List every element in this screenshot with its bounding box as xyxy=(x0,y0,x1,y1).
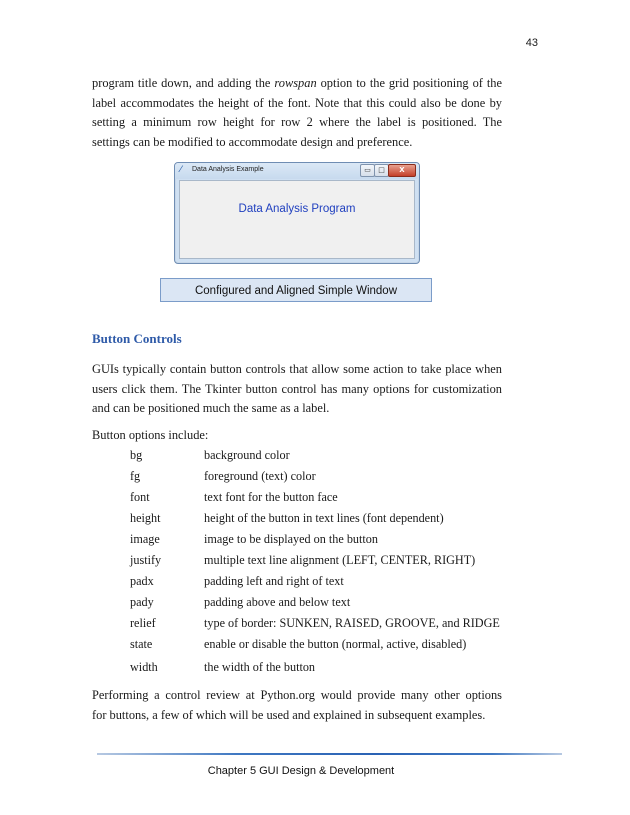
closing-line-1: Performing a control review at Python.org would provide many other options xyxy=(92,688,502,702)
option-desc: foreground (text) color xyxy=(204,469,316,483)
footer-chapter-title: Chapter 5 GUI Design & Development xyxy=(207,765,395,777)
buttons-line-3: and can be positioned much the same as a label. xyxy=(92,401,330,415)
option-row xyxy=(130,553,510,573)
buttons-line-2: users click them. The Tkinter button control has many options for customization xyxy=(92,381,502,396)
option-row xyxy=(130,469,510,489)
options-lead: Button options include: xyxy=(92,428,209,442)
option-desc: type of border: SUNKEN, RAISED, GROOVE, and RIDGE xyxy=(204,616,500,630)
window-titlebar xyxy=(175,163,419,179)
option-desc: padding above and below text xyxy=(204,595,351,609)
option-name: height xyxy=(130,511,161,525)
option-row xyxy=(130,616,510,636)
intro-line-1: program title down, and adding the rowspan option to the grid positioning of the xyxy=(92,76,502,90)
option-name: relief xyxy=(130,616,156,630)
option-name: pady xyxy=(130,595,154,609)
option-name: justify xyxy=(130,553,162,567)
option-desc: background color xyxy=(204,448,290,462)
option-desc: enable or disable the button (normal, active, disabled) xyxy=(204,637,467,651)
option-name: image xyxy=(130,532,160,546)
footer xyxy=(0,765,630,777)
intro-line-2: label accommodates the height of the font. Note that this could also be done by xyxy=(92,95,502,110)
option-row xyxy=(130,490,510,510)
option-desc: the width of the button xyxy=(204,660,316,674)
buttons-line-1: GUIs typically contain button controls that allow some action to take place when xyxy=(92,362,502,376)
option-name: bg xyxy=(130,448,143,462)
option-name: width xyxy=(130,660,158,674)
closing-line-2: for buttons, a few of which will be used and explained in subsequent examples. xyxy=(92,707,486,722)
closing-paragraph xyxy=(92,686,502,725)
window-title: Data Analysis Example xyxy=(192,166,264,173)
option-row xyxy=(130,511,510,531)
option-name: state xyxy=(130,637,153,651)
window-client-area xyxy=(179,180,415,259)
option-row xyxy=(130,448,510,468)
figure-caption: Configured and Aligned Simple Window xyxy=(160,278,432,302)
close-icon: X xyxy=(388,164,416,177)
option-desc: padding left and right of text xyxy=(204,574,344,588)
option-name: padx xyxy=(130,574,154,588)
tk-feather-icon: ⁄ xyxy=(180,165,182,175)
option-row xyxy=(130,532,510,552)
footer-divider xyxy=(97,753,562,755)
option-desc: multiple text line alignment (LEFT, CENTER, RIGHT) xyxy=(204,553,476,567)
page-number: 43 xyxy=(525,37,538,49)
option-row xyxy=(130,595,510,615)
buttons-paragraph xyxy=(92,360,502,419)
intro-line-4: settings can be modified to accommodate design and preference. xyxy=(92,134,413,149)
intro-line-3: setting a minimum row height for row 2 where the label is positioned. The xyxy=(92,115,502,129)
maximize-icon: □ xyxy=(374,164,389,177)
rowspan-term: rowspan xyxy=(274,76,317,90)
option-desc: image to be displayed on the button xyxy=(204,532,378,546)
option-desc: text font for the button face xyxy=(204,490,338,504)
option-row xyxy=(130,574,510,594)
option-name: fg xyxy=(130,469,141,483)
option-name: font xyxy=(130,490,150,504)
section-heading: Button Controls xyxy=(92,331,182,346)
minimize-icon: ▭ xyxy=(360,164,375,177)
option-row xyxy=(130,660,510,680)
option-row xyxy=(130,637,510,657)
window-screenshot xyxy=(174,162,420,264)
option-desc: height of the button in text lines (font dependent) xyxy=(204,511,444,525)
intro-paragraph xyxy=(92,74,502,152)
window-program-label: Data Analysis Program xyxy=(238,203,356,215)
